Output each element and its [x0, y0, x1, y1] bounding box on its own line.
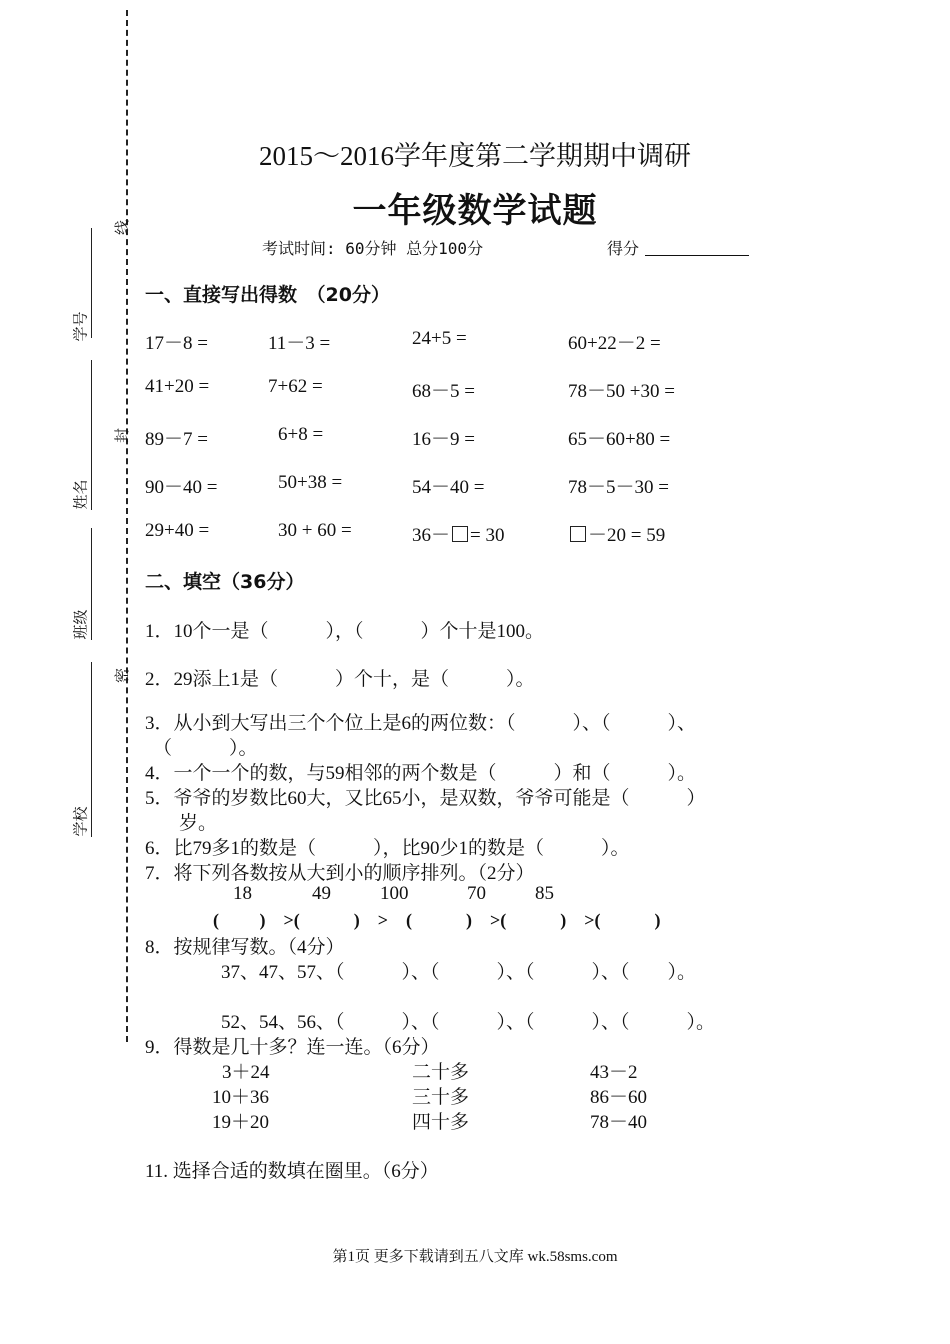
q8-sequence-2[interactable]: 52、54、56、（ ）、（ ）、（ ）、（ ）。: [221, 1012, 716, 1033]
section1-heading: 一、直接写出得数 （20分）: [145, 284, 390, 306]
q9-left-item: 19＋20: [212, 1112, 270, 1133]
q7-number: 18: [233, 883, 252, 904]
question-3-cont: （ ）。: [153, 738, 258, 759]
question-9: 9．得数是几十多？连一连。（6分）: [145, 1037, 440, 1058]
margin-field-name: [91, 360, 92, 510]
arith-item: 11－3 =: [268, 333, 331, 354]
margin-field-class: [91, 528, 92, 640]
arith-item: 89－7 =: [145, 429, 208, 450]
q9-left-item: 10＋36: [212, 1087, 270, 1108]
arith-item: 41+20 =: [145, 376, 210, 397]
q9-right-item: 78－40: [590, 1112, 648, 1133]
answer-box[interactable]: [452, 526, 468, 542]
arith-item: 68－5 =: [412, 381, 475, 402]
arith-item-head: 36－: [412, 525, 451, 546]
question-5: 5．爷爷的岁数比60大，又比65小，是双数，爷爷可能是（ ）: [145, 788, 706, 809]
arith-item-with-box: [568, 520, 665, 547]
arith-item: 90－40 =: [145, 477, 218, 498]
q9-left-item: 3＋24: [222, 1062, 270, 1083]
arith-item: 30 + 60 =: [278, 520, 352, 541]
question-6: 6．比79多1的数是（ ），比90少1的数是（ ）。: [145, 838, 630, 859]
arith-item: 50+38 =: [278, 472, 343, 493]
q7-number: 85: [535, 883, 554, 904]
arith-item: 60+22－2 =: [568, 333, 661, 354]
question-3: 3．从小到大写出三个个位上是6的两位数：（ ）、（ ）、: [145, 713, 697, 734]
arith-item: 16－9 =: [412, 429, 475, 450]
margin-field-school: [91, 662, 92, 837]
arith-item-with-box: [412, 520, 504, 547]
q9-mid-item: 三十多: [412, 1087, 470, 1108]
arith-item-tail: = 30: [470, 525, 505, 546]
arith-item: 7+62 =: [268, 376, 323, 397]
q7-answer-blanks[interactable]: ( ) >( ) > ( ) >( ) >( ): [213, 910, 661, 930]
seal-char-mi: 密: [113, 667, 132, 684]
section2-heading: 二、填空（36分）: [145, 571, 305, 593]
arith-item: 78－5－30 =: [568, 477, 669, 498]
q7-number: 100: [380, 883, 409, 904]
arith-item: 65－60+80 =: [568, 429, 671, 450]
margin-label-name: 姓名: [71, 479, 90, 510]
question-2: 2．29添上1是（ ）个十，是（ ）。: [145, 669, 535, 690]
arith-item: 6+8 =: [278, 424, 324, 445]
arith-item-tail: －20 = 59: [588, 525, 666, 546]
seal-char-feng: 封: [113, 427, 132, 444]
question-7: 7．将下列各数按从大到小的顺序排列。（2分）: [145, 863, 535, 884]
q9-mid-item: 四十多: [412, 1112, 470, 1133]
margin-label-school: 学校: [71, 806, 90, 837]
question-1: 1．10个一是（ ），（ ）个十是100。: [145, 621, 545, 642]
arith-item: 78－50 +30 =: [568, 381, 675, 402]
q9-right-item: 43－2: [590, 1062, 638, 1083]
q9-right-item: 86－60: [590, 1087, 648, 1108]
exam-subject-title: 一年级数学试题: [352, 191, 598, 231]
question-5-cont: 岁。: [179, 813, 218, 834]
arith-item: 54－40 =: [412, 477, 485, 498]
arith-item: 17－8 =: [145, 333, 208, 354]
margin-label-student-no: 学号: [71, 311, 90, 342]
score-field[interactable]: [645, 255, 749, 256]
q7-number: 49: [312, 883, 331, 904]
page-footer: 第1页 更多下载请到五八文库 wk.58sms.com: [332, 1249, 618, 1265]
question-11: 11. 选择合适的数填在圈里。（6分）: [145, 1161, 439, 1182]
arith-item: 29+40 =: [145, 520, 210, 541]
exam-info: 考试时间: 60分钟 总分100分: [262, 239, 484, 258]
question-4: 4．一个一个的数，与59相邻的两个数是（ ）和（ ）。: [145, 763, 697, 784]
q9-mid-item: 二十多: [412, 1062, 470, 1083]
exam-period-title: 2015～2016学年度第二学期期中调研: [259, 141, 691, 171]
arith-item: 24+5 =: [412, 328, 467, 349]
margin-field-student-no: [91, 228, 92, 338]
answer-box[interactable]: [570, 526, 586, 542]
margin-label-class: 班级: [71, 609, 90, 640]
question-8: 8．按规律写数。（4分）: [145, 937, 345, 958]
q8-sequence-1[interactable]: 37、47、57、（ ）、（ ）、（ ）、（ ）。: [221, 962, 697, 983]
q7-number: 70: [467, 883, 486, 904]
seal-char-xian: 线: [113, 219, 132, 236]
score-label: 得分: [607, 239, 640, 258]
